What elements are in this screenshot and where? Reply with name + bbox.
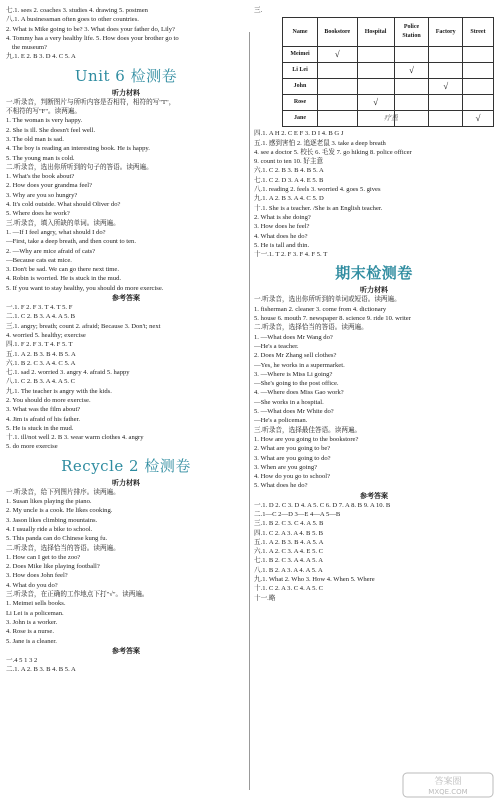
text-line: 七.1. sad 2. worried 3. angry 4. afraid 5. happy [6, 369, 130, 377]
recycle2-answers [6, 656, 246, 675]
text-line: 八.1. A businessman often goes to other countries. [6, 16, 139, 24]
text-line: 三.1. B 2. C 3. C 4. A 5. B [254, 520, 324, 528]
text-line: 2. How does your grandma feel? [6, 182, 93, 190]
text-line: 2. You should do more exercise. [6, 396, 91, 404]
check-cell: √ [462, 111, 493, 127]
text-line: 三.1. angry; breath; count 2. afraid; Because 3. Don't; next [6, 322, 161, 330]
text-line: 4. What does he do? [254, 232, 308, 240]
text-line: 4. Rose is a nurse. [6, 628, 54, 636]
text-line: 2. Does Mr Zhang sell clothes? [254, 352, 337, 360]
table-header-row [283, 18, 494, 47]
text-line: 1. How are you going to the bookstore? [254, 435, 359, 443]
workplace-table [282, 17, 494, 127]
check-cell [462, 95, 493, 111]
text-line: 三.听录音，填入所缺的单词。读两遍。 [6, 219, 120, 227]
text-line: 九.1. E 2. B 3. D 4. C 5. A [6, 53, 76, 61]
text-line: 3. Don't be sad. We can go there next time. [6, 266, 119, 274]
text-line: —Because cats eat mice. [6, 256, 72, 264]
text-line: 4. —Where does Miss Gao work? [254, 389, 344, 397]
text-line: 5. The young man is cold. [6, 154, 75, 162]
check-cell: √ [357, 95, 394, 111]
check-cell [394, 47, 429, 63]
text-line: 一.听录音，判断图片与所听内容是否相符，相符的写"T"， [6, 98, 176, 106]
text-line: 1. Meimei sells books. [6, 600, 66, 608]
text-line: 九.1. What 2. Who 3. How 4. When 5. Where [254, 576, 375, 584]
text-line: 十.1. She is a teacher. /She is an English teacher. [254, 204, 383, 212]
check-cell [429, 111, 463, 127]
recycle2-listening-lines [6, 488, 246, 646]
recycle2-listening-heading: 听力材料 [112, 478, 140, 487]
table-row [283, 79, 494, 95]
check-cell: √ [394, 63, 429, 79]
final-answers-heading: 参考答案 [360, 491, 388, 500]
text-line: 3. —Where is Miss Li going? [254, 370, 333, 378]
text-line: 七.1. B 2. C 3. A 4. A 5. A [254, 557, 324, 565]
check-cell [429, 47, 463, 63]
check-cell [462, 47, 493, 63]
name-cell: Rose [283, 95, 318, 111]
text-line: 4. worried 5. healthy; exercise [6, 331, 86, 339]
text-line: 1. —What does Mr Wang do? [254, 333, 333, 341]
text-line: 一.听录音，选出你所听到的单词或短语。读两遍。 [254, 296, 401, 304]
final-answers [254, 501, 494, 603]
text-line: 十.1. ill/not well 2. B 3. wear warm clothes 4. angry [6, 434, 144, 442]
final-listening-heading: 听力材料 [360, 286, 388, 295]
check-cell [318, 63, 358, 79]
handwritten-note: 疗重 [384, 114, 398, 122]
text-line: 4. How do you go to school? [254, 473, 331, 481]
name-cell: Li Lei [283, 63, 318, 79]
table-header-cell: Bookstore [318, 18, 358, 47]
name-cell: Jane [283, 111, 318, 127]
name-cell: Meimei [283, 47, 318, 63]
text-line: 一.1. F 2. F 3. T 4. T 5. F [6, 304, 73, 312]
svg-text:MXQE.COM: MXQE.COM [428, 788, 468, 796]
right-column [254, 6, 494, 603]
text-line: 1. fisherman 2. cleaner 3. come from 4. dictionary [254, 305, 387, 313]
check-cell [318, 95, 358, 111]
recycle2-title: Recycle 2 检测卷 [61, 456, 191, 475]
text-line: 九.1. A 2. B 3. A 4. C 5. D [254, 195, 324, 203]
text-line: Li Lei is a policeman. [6, 609, 64, 617]
text-line: 3. When are you going? [254, 463, 318, 471]
text-line: —Yes, he works in a supermarket. [254, 361, 345, 369]
check-cell [318, 111, 358, 127]
text-line: 五.1. A 2. B 3. B 4. A 5. A [254, 538, 324, 546]
text-line: 3. How does he feel? [254, 223, 310, 231]
text-line: 五.1. A 2. B 3. B 4. B 5. A [6, 350, 76, 358]
text-line: 六.1. A 2. C 3. A 4. E 5. C [254, 548, 324, 556]
check-cell [394, 79, 429, 95]
text-line: 9. count to ten 10. 好主意 [254, 158, 324, 166]
unit6-listening-lines [6, 98, 246, 293]
text-line: —She's going to the post office. [254, 380, 339, 388]
text-line: 2. What is Mike going to be? 3. What does your father do, Lily? [6, 25, 175, 33]
text-line: 5. Jane is a cleaner. [6, 637, 57, 645]
unit6-listening-heading: 听力材料 [112, 88, 140, 97]
left-column [6, 6, 246, 674]
table-row [283, 47, 494, 63]
check-cell [318, 79, 358, 95]
svg-text:答案圈: 答案圈 [434, 777, 462, 787]
text-line: 5. house 6. mouth 7. newspaper 8. science 9. ride 10. writer [254, 315, 411, 323]
text-line: the museum? [12, 44, 47, 52]
text-line: 八.1. reading 2. feels 3. worried 4. goes 5. gives [254, 186, 381, 194]
table-header-cell: Police Station [394, 18, 429, 47]
text-line: 十.1. C 2. A 3. C 4. A 5. C [254, 585, 324, 593]
text-line: 九.1. The teacher is angry with the kids. [6, 387, 112, 395]
check-cell: √ [318, 47, 358, 63]
misc-answers [254, 129, 494, 259]
table-row [283, 95, 494, 111]
column-divider [249, 32, 250, 790]
text-line: 5. He is tall and thin. [254, 241, 310, 249]
text-line: 十一.略 [254, 594, 276, 602]
text-line: 3. Why are you so hungry? [6, 191, 78, 199]
table-header-cell: Street [462, 18, 493, 47]
text-line: 四.1. C 2. A 3. A 4. B 5. B [254, 529, 324, 537]
text-line: 4. see a doctor 5. 校长 6. 毛发 7. go hiking 8. police officer [254, 148, 412, 156]
text-line: 2. My uncle is a cook. He likes cooking. [6, 507, 113, 515]
text-line: 4. Jim is afraid of his father. [6, 415, 80, 423]
text-line: 3. The old man is sad. [6, 135, 64, 143]
text-line: 一.听录音，给下列图片排序。读两遍。 [6, 488, 120, 496]
check-cell [394, 95, 429, 111]
text-line: 4. What do you do? [6, 581, 58, 589]
unit6-answers [6, 303, 246, 452]
check-cell [357, 47, 394, 63]
top-answers [6, 6, 246, 62]
text-line: 四.1. F 2. F 3. T 4. F 5. T [6, 341, 73, 349]
check-cell [429, 95, 463, 111]
text-line: 4. I usually ride a bike to school. [6, 525, 93, 533]
check-cell [462, 63, 493, 79]
text-line: 1. What's the book about? [6, 173, 75, 181]
unit6-answers-heading: 参考答案 [112, 294, 140, 303]
text-line: 五.1. 感到害怕 2. 追逐老鼠 3. take a deep breath [254, 139, 386, 147]
final-listening-lines [254, 295, 494, 490]
text-line: 八.1. C 2. B 3. A 4. A 5. C [6, 378, 76, 386]
text-line: 二.1. A 2. B 3. B 4. B 5. A [6, 666, 76, 674]
unit6-title: Unit 6 检测卷 [74, 66, 178, 85]
table-row [283, 63, 494, 79]
text-line: 三.听录音，在正确的工作地点下打"√"。读两遍。 [6, 591, 149, 599]
text-line: 5. This panda can do Chinese kung fu. [6, 535, 108, 543]
check-cell [357, 63, 394, 79]
text-line: 2. She is ill. She doesn't feel well. [6, 126, 96, 134]
text-line: 八.1. B 2. A 3. A 4. A 5. A [254, 566, 323, 574]
text-line: 1. How can I get to the zoo? [6, 553, 81, 561]
table-section-label: 三. [254, 7, 263, 14]
text-line: 二.1—C 2—D 3—E 4—A 5—B [254, 510, 341, 518]
text-line: 5. What does he do? [254, 482, 308, 490]
text-line: 二.1. C 2. B 3. A 4. A 5. B [6, 313, 76, 321]
text-line: 一.1. D 2. C 3. D 4. A 5. C 6. D 7. A 8. B 9. A 10. B [254, 501, 391, 509]
check-cell [462, 79, 493, 95]
check-cell: √ [429, 79, 463, 95]
text-line: 4. It's cold outside. What should Oliver do? [6, 201, 121, 209]
text-line: 5. do more exercise [6, 443, 58, 451]
check-cell [357, 79, 394, 95]
text-line: 二.听录音，选出你所听到的句子的答语。读两遍。 [6, 163, 153, 171]
final-exam-title: 期末检测卷 [335, 264, 413, 283]
text-line: 六.1. C 2. B 3. B 4. B 5. A [254, 167, 324, 175]
table-header-cell: Factory [429, 18, 463, 47]
text-line: 十一.1. T 2. F 3. F 4. F 5. T [254, 251, 328, 259]
text-line: 2. —Why are mice afraid of cats? [6, 247, 96, 255]
text-line: 3. How does John feel? [6, 572, 68, 580]
text-line: 4. Tommy has a very healthy life. 5. How does your brother go to [6, 34, 179, 42]
text-line: —He's a teacher. [254, 342, 299, 350]
text-line: 3. John is a worker. [6, 618, 58, 626]
text-line: 4. Robin is worried. He is stuck in the mud. [6, 275, 122, 283]
text-line: 不相符的写"F"。读两遍。 [6, 108, 81, 116]
check-cell [394, 111, 429, 127]
text-line: 三.听录音，选择最佳答语。读两遍。 [254, 426, 362, 434]
text-line: 二.听录音，选择恰当的答语。读两遍。 [254, 324, 368, 332]
text-line: 二.听录音，选择恰当的答语。读两遍。 [6, 544, 120, 552]
text-line: 1. Susan likes playing the piano. [6, 498, 92, 506]
name-cell: John [283, 79, 318, 95]
text-line: —She works in a hospital. [254, 398, 324, 406]
text-line: 1. The woman is very happy. [6, 117, 83, 125]
text-line: 2. What is she doing? [254, 213, 311, 221]
text-line: 3. What was the film about? [6, 406, 81, 414]
text-line: —First, take a deep breath, and then count to ten. [6, 238, 137, 246]
check-cell [429, 63, 463, 79]
watermark-logo [402, 772, 494, 798]
text-line: —He's a policeman. [254, 417, 308, 425]
text-line: 1. —If I feel angry, what should I do? [6, 228, 106, 236]
text-line: 一.4 5 1 3 2 [6, 656, 38, 664]
recycle2-answers-heading: 参考答案 [112, 646, 140, 655]
text-line: 5. Where does he work? [6, 210, 70, 218]
text-line: 2. Does Mike like playing football? [6, 563, 100, 571]
text-line: 2. What are you going to be? [254, 445, 331, 453]
text-line: 六.1. B 2. C 3. A 4. C 5. A [6, 359, 76, 367]
text-line: 5. —What does Mr White do? [254, 408, 334, 416]
text-line: 3. Jason likes climbing mountains. [6, 516, 98, 524]
text-line: 3. What are you going to do? [254, 454, 331, 462]
text-line: 5. If you want to stay healthy, you should do more exercise. [6, 284, 164, 292]
text-line: 5. He is stuck in the mud. [6, 424, 74, 432]
text-line: 4. The boy is reading an interesting book. He is happy. [6, 145, 150, 153]
text-line: 七.1. C 2. D 3. A 4. E 5. B [254, 176, 324, 184]
text-line: 七.1. sees 2. coaches 3. studies 4. drawing 5. postmen [6, 7, 148, 14]
text-line: 四.1. A H 2. C E F 3. D I 4. B G J [254, 130, 344, 138]
table-header-cell: Name [283, 18, 318, 47]
table-header-cell: Hospital [357, 18, 394, 47]
